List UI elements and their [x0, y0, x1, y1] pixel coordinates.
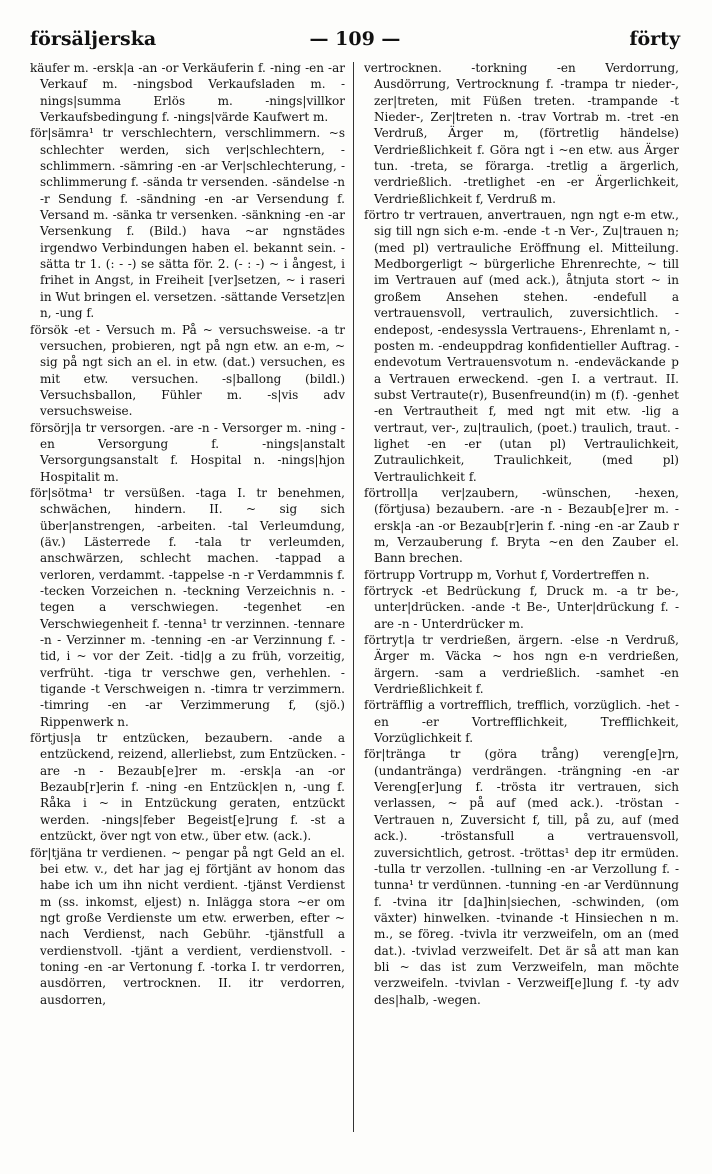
dictionary-entry: förtroll|a ver|zaubern, -wünschen, -hexen, (förtjusa) bezaubern. -are -n - Bezaub[e]rer m. -ersk|a -an -or Bezaub[r]erin f. -ning -en -ar Zaub r m, Verzauberung f. Bryta ~en den Zauber el. Bann brechen. — [364, 485, 679, 566]
left-column — [30, 60, 345, 1140]
column-divider — [353, 62, 354, 1132]
header-guide-word-left: försäljerska — [30, 28, 157, 50]
dictionary-entry: käufer m. -ersk|a -an -or Verkäuferin f. -ning -en -ar Verkauf m. -ningsbod Verkaufsladen m. -nings|summa Erlös m. -nings|villkor Verkaufsbedingung f. -nings|värde Kaufwert m. — [30, 61, 345, 125]
dictionary-entry: förtrupp Vortrupp m, Vorhut f, Vordertreffen n. — [364, 567, 650, 582]
dictionary-entry: försök -et - Versuch m. På ~ versuchsweise. -a tr versuchen, probieren, ngt på ngn etw. an e-m, ~ sig på ngt sich an el. in etw. (dat.) versuchen, es mit etw. versuchen. -s|ballong (bildl.) Versuchsballon, Fühler m. -s|vis adv versuchsweise. — [30, 322, 345, 419]
dictionary-entry: förtryck -et Bedrückung f, Druck m. -a tr be-, unter|drücken. -ande -t Be-, Unter|drückung f. -are -n - Unterdrücker m. — [364, 584, 679, 631]
dictionary-entry: förtryt|a tr verdrießen, ärgern. -else -n Verdruß, Ärger m. Väcka ~ hos ngn e-n verdrießen, ärgern. -sam a verdrießlich. -samhet -en Verdrießlichkeit f. — [364, 633, 679, 697]
dictionary-entry: för|tränga tr (göra trång) vereng[e]rn, (undantränga) verdrängen. -trängning -en -ar Vereng[er]ung f. -trösta itr vertrauen, sich verlassen, ~ på auf (med ack.). -tröstan - Vertrauen n, Zuversicht f, till, på zu, auf (med ack.). -tröstansfull a vertrauensvoll, zuversichtlich, getrost. -tröttas¹ dep itr ermüden. -tulla tr verzollen. -tullning -en -ar Verzollung f. -tunna¹ tr verdünnen. -tunning -en -ar Verdünnung f. -tvina itr [da]hin|siechen, -schwinden, (om växter) hinwelken. -tvinande -t Hinsiechen n m. m., se föreg. -tvivla itr verzweifeln, om an (med dat.). -tvivlad verzweifelt. Det är så att man kan bli ~ das ist zum Verzweifeln, man möchte verzweifeln. -tvivlan - Verzweif[e]lung f. -ty adv des|halb, -wegen. — [364, 747, 679, 1007]
dictionary-entry: för|sötma¹ tr versüßen. -taga I. tr benehmen, schwächen, hindern. II. ~ sig sich über|anstrengen, -arbeiten. -tal Verleumdung, (äv.) Lästerrede f. -tala tr verleumden, anschwärzen, schlecht machen. -tappad a verloren, verdammt. -tappelse -n -r Verdammnis f. -tecken Vorzeichen n. -teckning Verzeichnis n. -tegen a verschwiegen. -tegenhet -en Verschwiegenheit f. -tenna¹ tr verzinnen. -tennare -n - Verzinner m. -tenning -en -ar Verzinnung f. -tid, i ~ vor der Zeit. -tid|g a zu früh, vorzeitig, verfrüht. -tiga tr verschwe gen, verhehlen. -tigande -t Verschweigen n. -timra tr verzimmern. -timring -en -ar Verzimmerung f, (sjö.) Rippenwerk n. — [30, 485, 345, 729]
header-guide-word-right: förty — [629, 28, 680, 50]
text-columns — [30, 60, 688, 1140]
dictionary-entry: för|sämra¹ tr verschlechtern, verschlimmern. ~s schlechter werden, sich ver|schlechtern, -schlimmern. -sämring -en -ar Ver|schlechterung, -schlimmerung f. -sända tr versenden. -sändelse -n -r Sendung f. -sändning -en -ar Versendung f. Versand m. -sänka tr versenken. -sänkning -en -ar Versenkung f. (Bild.) hava ~ar ngnstädes irgendwo Verbindungen haben el. bekannt sein. -sätta tr 1. (: - -) se sätta för. 2. (- : -) ~ i ångest, i frihet in Angst, in Freiheit [ver]setzen, ~ i raseri in Wut bringen el. versetzen. -sättande Versetz|en n, -ung f. — [30, 126, 345, 321]
dictionary-entry: försörj|a tr versorgen. -are -n - Versorger m. -ning -en Versorgung f. -nings|anstalt Versorgungsanstalt f. Hospital n. -nings|hjon Hospitalit m. — [30, 420, 345, 484]
right-column — [364, 60, 679, 1140]
dictionary-entry: förträfflig a vortrefflich, trefflich, vorzüglich. -het -en -er Vortrefflichkeit, Trefflichkeit, Vorzüglichkeit f. — [364, 698, 679, 746]
dictionary-entry: förtjus|a tr entzücken, bezaubern. -ande a entzückend, reizend, allerliebst, zum Entzücken. -are -n - Bezaub[e]rer m. -ersk|a -an -or Bezaub[r]erin f. -ning -en Entzück|en n, -ung f. Råka i ~ in Entzückung geraten, entzückt werden. -nings|feber Begeist[e]rung f. -st a entzückt, över ngt von etw., über etw. (ack.). — [30, 731, 345, 844]
dictionary-entry: förtro tr vertrauen, anvertrauen, ngn ngt e-m etw., sig till ngn sich e-m. -ende -t -n Ver-, Zu|trauen n; (med pl) vertrauliche Eröffnung el. Mitteilung. Medborgerligt ~ bürgerliche Ehrenrechte, ~ till im Vertrauen auf (med ack.), åtnjuta stort ~ in großem Ansehen stehen. -endefull a vertrauensvoll, vertraulich, zuversichtlich. -endepost, -endesyssla Vertrauens-, Ehrenlamt n, -posten m. -endeuppdrag konfidentieller Auftrag. -endevotum Vertrauensvotum n. -endeväckande p a Vertrauen erweckend. -gen I. a vertraut. II. subst Vertraute(r), Busenfreund(in) m (f). -genhet -en Vertrautheit f, med ngt mit etw. -lig a vertraut, ver-, zu|traulich, (poet.) traulich, traut. -lighet -en -er (utan pl) Vertraulichkeit, Zutraulichkeit, Traulichkeit, (med pl) Vertraulichkeit f. — [364, 208, 679, 484]
page-number: — 109 — — [309, 28, 401, 50]
page-header — [30, 28, 680, 56]
dictionary-entry: vertrocknen. -torkning -en Verdorrung, Ausdörrung, Vertrocknung f. -trampa tr nieder-, zer|treten, mit Füßen treten. -trampande -t Nieder-, Zer|treten n. -trav Vortrab m. -tret -en Verdruß, Ärger m, (förtretlig händelse) Verdrießlichkeit f. Göra ngt i ~en etw. aus Ärger tun. -treta, se förarga. -tretlig a ärgerlich, verdrießlich. -tretlighet -en -er Ärgerlichkeit, Verdrießlichkeit f, Verdruß m. — [364, 61, 679, 206]
dictionary-entry: för|tjäna tr verdienen. ~ pengar på ngt Geld an el. bei etw. v., det har jag ej förtjänt av honom das habe ich um ihn nicht verdient. -tjänst Verdienst m (ss. inkomst, eljest) n. Inlägga stora ~er om ngt große Verdienste um etw. erwerben, efter ~ nach Verdienst, nach Gebühr. -tjänstfull a verdienstvoll. -tjänt a verdient, verdienstvoll. -toning -en -ar Vertonung f. -torka I. tr verdorren, ausdörren, vertrocknen. II. itr verdorren, ausdorren, — [30, 845, 345, 1007]
